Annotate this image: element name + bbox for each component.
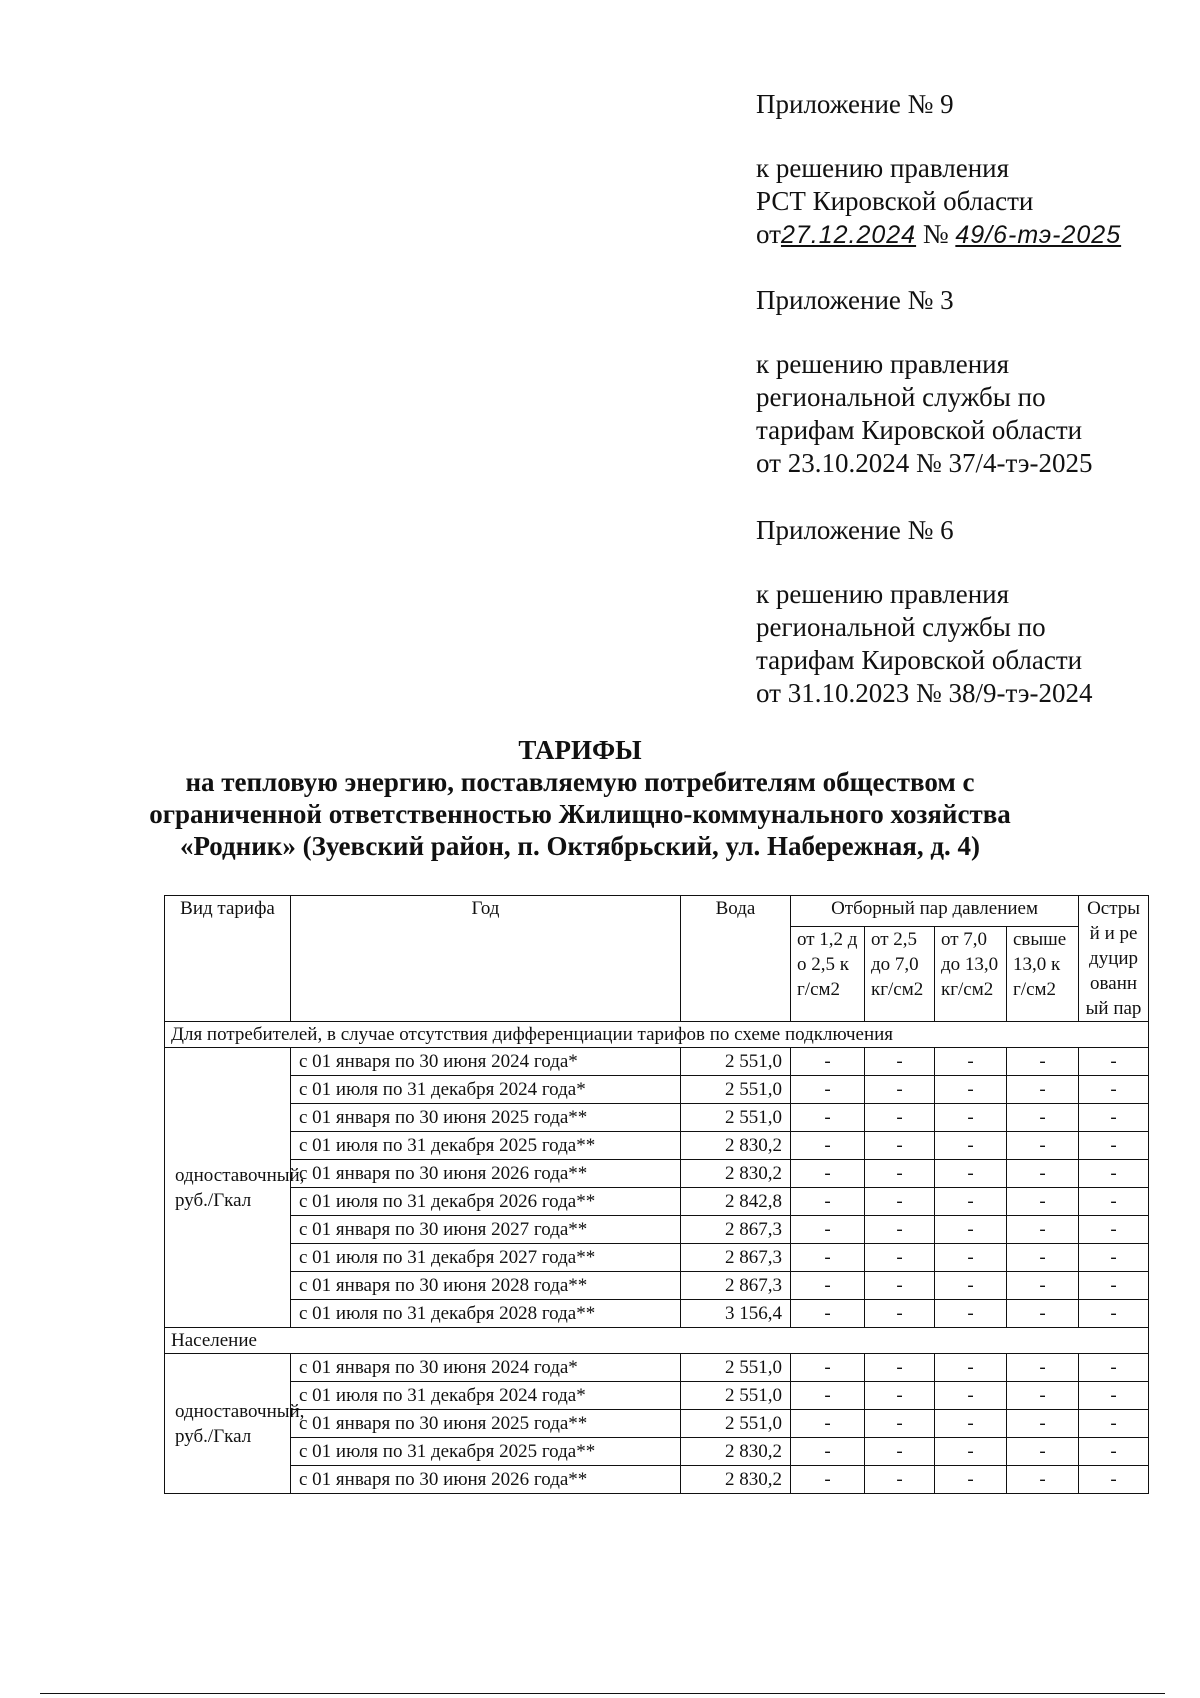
water-cell: 2 867,3 xyxy=(681,1216,791,1244)
steam-4-cell: - xyxy=(1007,1160,1079,1188)
steam-2-cell: - xyxy=(865,1410,935,1438)
sharp-steam-cell: - xyxy=(1079,1132,1149,1160)
appendix-3-line: тарифам Кировской области xyxy=(756,415,1083,445)
sharp-steam-cell: - xyxy=(1079,1076,1149,1104)
steam-3-cell: - xyxy=(935,1272,1007,1300)
steam-2-cell: - xyxy=(865,1132,935,1160)
sharp-steam-cell: - xyxy=(1079,1160,1149,1188)
period-cell: с 01 июля по 31 декабря 2025 года** xyxy=(291,1132,681,1160)
steam-1-cell: - xyxy=(791,1438,865,1466)
tariff-type-cell: одноставочный, руб./Гкал xyxy=(165,1048,291,1328)
header-sharp-steam: Острый и редуцированный пар xyxy=(1079,896,1149,1022)
steam-1-cell: - xyxy=(791,1216,865,1244)
steam-3-cell: - xyxy=(935,1188,1007,1216)
title-line: на тепловую энергию, поставляемую потребителям обществом с xyxy=(185,767,975,797)
steam-4-cell: - xyxy=(1007,1188,1079,1216)
title-main: ТАРИФЫ xyxy=(518,735,642,765)
header-year: Год xyxy=(291,896,681,1022)
sharp-steam-cell: - xyxy=(1079,1300,1149,1328)
steam-4-cell: - xyxy=(1007,1216,1079,1244)
appendix-9-heading: Приложение № 9 xyxy=(756,89,954,119)
section-title: Для потребителей, в случае отсутствия дифференциации тарифов по схеме подключения xyxy=(165,1022,1149,1048)
water-cell: 2 830,2 xyxy=(681,1438,791,1466)
steam-2-cell: - xyxy=(865,1104,935,1132)
water-cell: 2 830,2 xyxy=(681,1466,791,1494)
water-cell: 2 551,0 xyxy=(681,1354,791,1382)
period-cell: с 01 января по 30 июня 2026 года** xyxy=(291,1160,681,1188)
steam-4-cell: - xyxy=(1007,1244,1079,1272)
document-title xyxy=(140,734,1020,862)
footer-rule xyxy=(40,1693,1165,1694)
appendix-9-line1: к решению правления xyxy=(756,153,1010,183)
steam-3-cell: - xyxy=(935,1410,1007,1438)
appendix-3-line: к решению правления xyxy=(756,349,1010,379)
appendix-6-line: к решению правления xyxy=(756,579,1010,609)
steam-1-cell: - xyxy=(791,1132,865,1160)
water-cell: 2 551,0 xyxy=(681,1076,791,1104)
steam-4-cell: - xyxy=(1007,1076,1079,1104)
steam-4-cell: - xyxy=(1007,1382,1079,1410)
sharp-steam-cell: - xyxy=(1079,1216,1149,1244)
table-row xyxy=(165,1188,1149,1216)
steam-1-cell: - xyxy=(791,1104,865,1132)
water-cell: 2 867,3 xyxy=(681,1272,791,1300)
steam-3-cell: - xyxy=(935,1132,1007,1160)
sharp-steam-cell: - xyxy=(1079,1048,1149,1076)
water-cell: 2 551,0 xyxy=(681,1410,791,1438)
steam-3-cell: - xyxy=(935,1354,1007,1382)
period-cell: с 01 июля по 31 декабря 2028 года** xyxy=(291,1300,681,1328)
steam-4-cell: - xyxy=(1007,1438,1079,1466)
period-cell: с 01 января по 30 июня 2025 года** xyxy=(291,1104,681,1132)
period-cell: с 01 января по 30 июня 2026 года** xyxy=(291,1466,681,1494)
sharp-steam-cell: - xyxy=(1079,1244,1149,1272)
steam-1-cell: - xyxy=(791,1354,865,1382)
table-row xyxy=(165,1410,1149,1438)
appendix-6-line: от 31.10.2023 № 38/9-тэ-2024 xyxy=(756,678,1093,708)
appendix-6-heading: Приложение № 6 xyxy=(756,515,954,545)
header-steam-1: от 1,2 до 2,5 кг/см2 xyxy=(791,926,865,1021)
table-row xyxy=(165,1076,1149,1104)
steam-4-cell: - xyxy=(1007,1104,1079,1132)
sharp-steam-cell: - xyxy=(1079,1438,1149,1466)
period-cell: с 01 июля по 31 декабря 2024 года* xyxy=(291,1382,681,1410)
appendix-3-line: от 23.10.2024 № 37/4-тэ-2025 xyxy=(756,448,1093,478)
table-row xyxy=(165,1466,1149,1494)
table-row xyxy=(165,1216,1149,1244)
steam-3-cell: - xyxy=(935,1382,1007,1410)
table-row xyxy=(165,1104,1149,1132)
appendix-3-block xyxy=(756,284,1093,480)
steam-3-cell: - xyxy=(935,1438,1007,1466)
steam-4-cell: - xyxy=(1007,1300,1079,1328)
period-cell: с 01 июля по 31 декабря 2027 года** xyxy=(291,1244,681,1272)
steam-4-cell: - xyxy=(1007,1048,1079,1076)
sharp-steam-cell: - xyxy=(1079,1188,1149,1216)
appendix-9-line2: РСТ Кировской области xyxy=(756,186,1034,216)
appendix-9-num-prefix: № xyxy=(922,219,949,249)
steam-4-cell: - xyxy=(1007,1354,1079,1382)
water-cell: 3 156,4 xyxy=(681,1300,791,1328)
table-row xyxy=(165,1272,1149,1300)
steam-2-cell: - xyxy=(865,1354,935,1382)
steam-1-cell: - xyxy=(791,1466,865,1494)
period-cell: с 01 января по 30 июня 2025 года** xyxy=(291,1410,681,1438)
steam-3-cell: - xyxy=(935,1076,1007,1104)
steam-2-cell: - xyxy=(865,1076,935,1104)
table-row xyxy=(165,1438,1149,1466)
steam-1-cell: - xyxy=(791,1410,865,1438)
steam-2-cell: - xyxy=(865,1048,935,1076)
water-cell: 2 830,2 xyxy=(681,1160,791,1188)
header-steam: Отборный пар давлением xyxy=(791,896,1079,927)
steam-3-cell: - xyxy=(935,1048,1007,1076)
tariff-table xyxy=(164,895,1149,1494)
steam-3-cell: - xyxy=(935,1300,1007,1328)
steam-1-cell: - xyxy=(791,1188,865,1216)
title-line: «Родник» (Зуевский район, п. Октябрьский, ул. Набережная, д. 4) xyxy=(179,831,981,861)
sharp-steam-cell: - xyxy=(1079,1354,1149,1382)
sharp-steam-cell: - xyxy=(1079,1104,1149,1132)
steam-4-cell: - xyxy=(1007,1272,1079,1300)
section-title: Население xyxy=(165,1328,1149,1354)
steam-3-cell: - xyxy=(935,1160,1007,1188)
period-cell: с 01 января по 30 июня 2024 года* xyxy=(291,1354,681,1382)
steam-3-cell: - xyxy=(935,1216,1007,1244)
appendix-3-line: региональной службы по xyxy=(756,382,1046,412)
steam-4-cell: - xyxy=(1007,1410,1079,1438)
table-row xyxy=(165,1382,1149,1410)
steam-2-cell: - xyxy=(865,1160,935,1188)
appendix-6-line: региональной службы по xyxy=(756,612,1046,642)
steam-2-cell: - xyxy=(865,1300,935,1328)
appendix-9-date: 27.12.2024 xyxy=(780,221,917,249)
appendix-9-number: 49/6-тэ-2025 xyxy=(955,221,1122,249)
steam-4-cell: - xyxy=(1007,1466,1079,1494)
steam-1-cell: - xyxy=(791,1048,865,1076)
water-cell: 2 842,8 xyxy=(681,1188,791,1216)
period-cell: с 01 января по 30 июня 2024 года* xyxy=(291,1048,681,1076)
steam-2-cell: - xyxy=(865,1244,935,1272)
table-row xyxy=(165,1354,1149,1382)
sharp-steam-cell: - xyxy=(1079,1410,1149,1438)
water-cell: 2 551,0 xyxy=(681,1048,791,1076)
steam-2-cell: - xyxy=(865,1466,935,1494)
steam-4-cell: - xyxy=(1007,1132,1079,1160)
table-row xyxy=(165,1132,1149,1160)
period-cell: с 01 июля по 31 декабря 2025 года** xyxy=(291,1438,681,1466)
period-cell: с 01 июля по 31 декабря 2024 года* xyxy=(291,1076,681,1104)
steam-1-cell: - xyxy=(791,1244,865,1272)
steam-3-cell: - xyxy=(935,1104,1007,1132)
water-cell: 2 551,0 xyxy=(681,1104,791,1132)
header-water: Вода xyxy=(681,896,791,1022)
steam-1-cell: - xyxy=(791,1160,865,1188)
table-row xyxy=(165,1244,1149,1272)
water-cell: 2 867,3 xyxy=(681,1244,791,1272)
section-row xyxy=(165,1328,1149,1354)
section-row xyxy=(165,1022,1149,1048)
steam-3-cell: - xyxy=(935,1244,1007,1272)
steam-2-cell: - xyxy=(865,1188,935,1216)
steam-2-cell: - xyxy=(865,1216,935,1244)
period-cell: с 01 января по 30 июня 2027 года** xyxy=(291,1216,681,1244)
header-steam-3: от 7,0 до 13,0 кг/см2 xyxy=(935,926,1007,1021)
table-row xyxy=(165,1300,1149,1328)
steam-1-cell: - xyxy=(791,1076,865,1104)
steam-2-cell: - xyxy=(865,1382,935,1410)
header-vid: Вид тарифа xyxy=(165,896,291,1022)
appendix-9-date-line xyxy=(756,218,1121,252)
header-steam-2: от 2,5 до 7,0 кг/см2 xyxy=(865,926,935,1021)
title-line: ограниченной ответственностью Жилищно-коммунального хозяйства xyxy=(149,799,1011,829)
steam-2-cell: - xyxy=(865,1272,935,1300)
tariff-type-cell: одноставочный, руб./Гкал xyxy=(165,1354,291,1494)
appendix-9-block xyxy=(756,88,1121,252)
appendix-9-date-prefix: от xyxy=(756,219,781,249)
sharp-steam-cell: - xyxy=(1079,1272,1149,1300)
table-row xyxy=(165,1160,1149,1188)
steam-2-cell: - xyxy=(865,1438,935,1466)
steam-1-cell: - xyxy=(791,1382,865,1410)
sharp-steam-cell: - xyxy=(1079,1382,1149,1410)
period-cell: с 01 июля по 31 декабря 2026 года** xyxy=(291,1188,681,1216)
appendix-6-block xyxy=(756,514,1093,710)
appendix-3-heading: Приложение № 3 xyxy=(756,285,954,315)
table-row xyxy=(165,1048,1149,1076)
header-row xyxy=(165,896,1149,927)
sharp-steam-cell: - xyxy=(1079,1466,1149,1494)
water-cell: 2 551,0 xyxy=(681,1382,791,1410)
steam-1-cell: - xyxy=(791,1272,865,1300)
header-steam-4: свыше 13,0 кг/см2 xyxy=(1007,926,1079,1021)
water-cell: 2 830,2 xyxy=(681,1132,791,1160)
steam-3-cell: - xyxy=(935,1466,1007,1494)
appendix-6-line: тарифам Кировской области xyxy=(756,645,1083,675)
steam-1-cell: - xyxy=(791,1300,865,1328)
period-cell: с 01 января по 30 июня 2028 года** xyxy=(291,1272,681,1300)
